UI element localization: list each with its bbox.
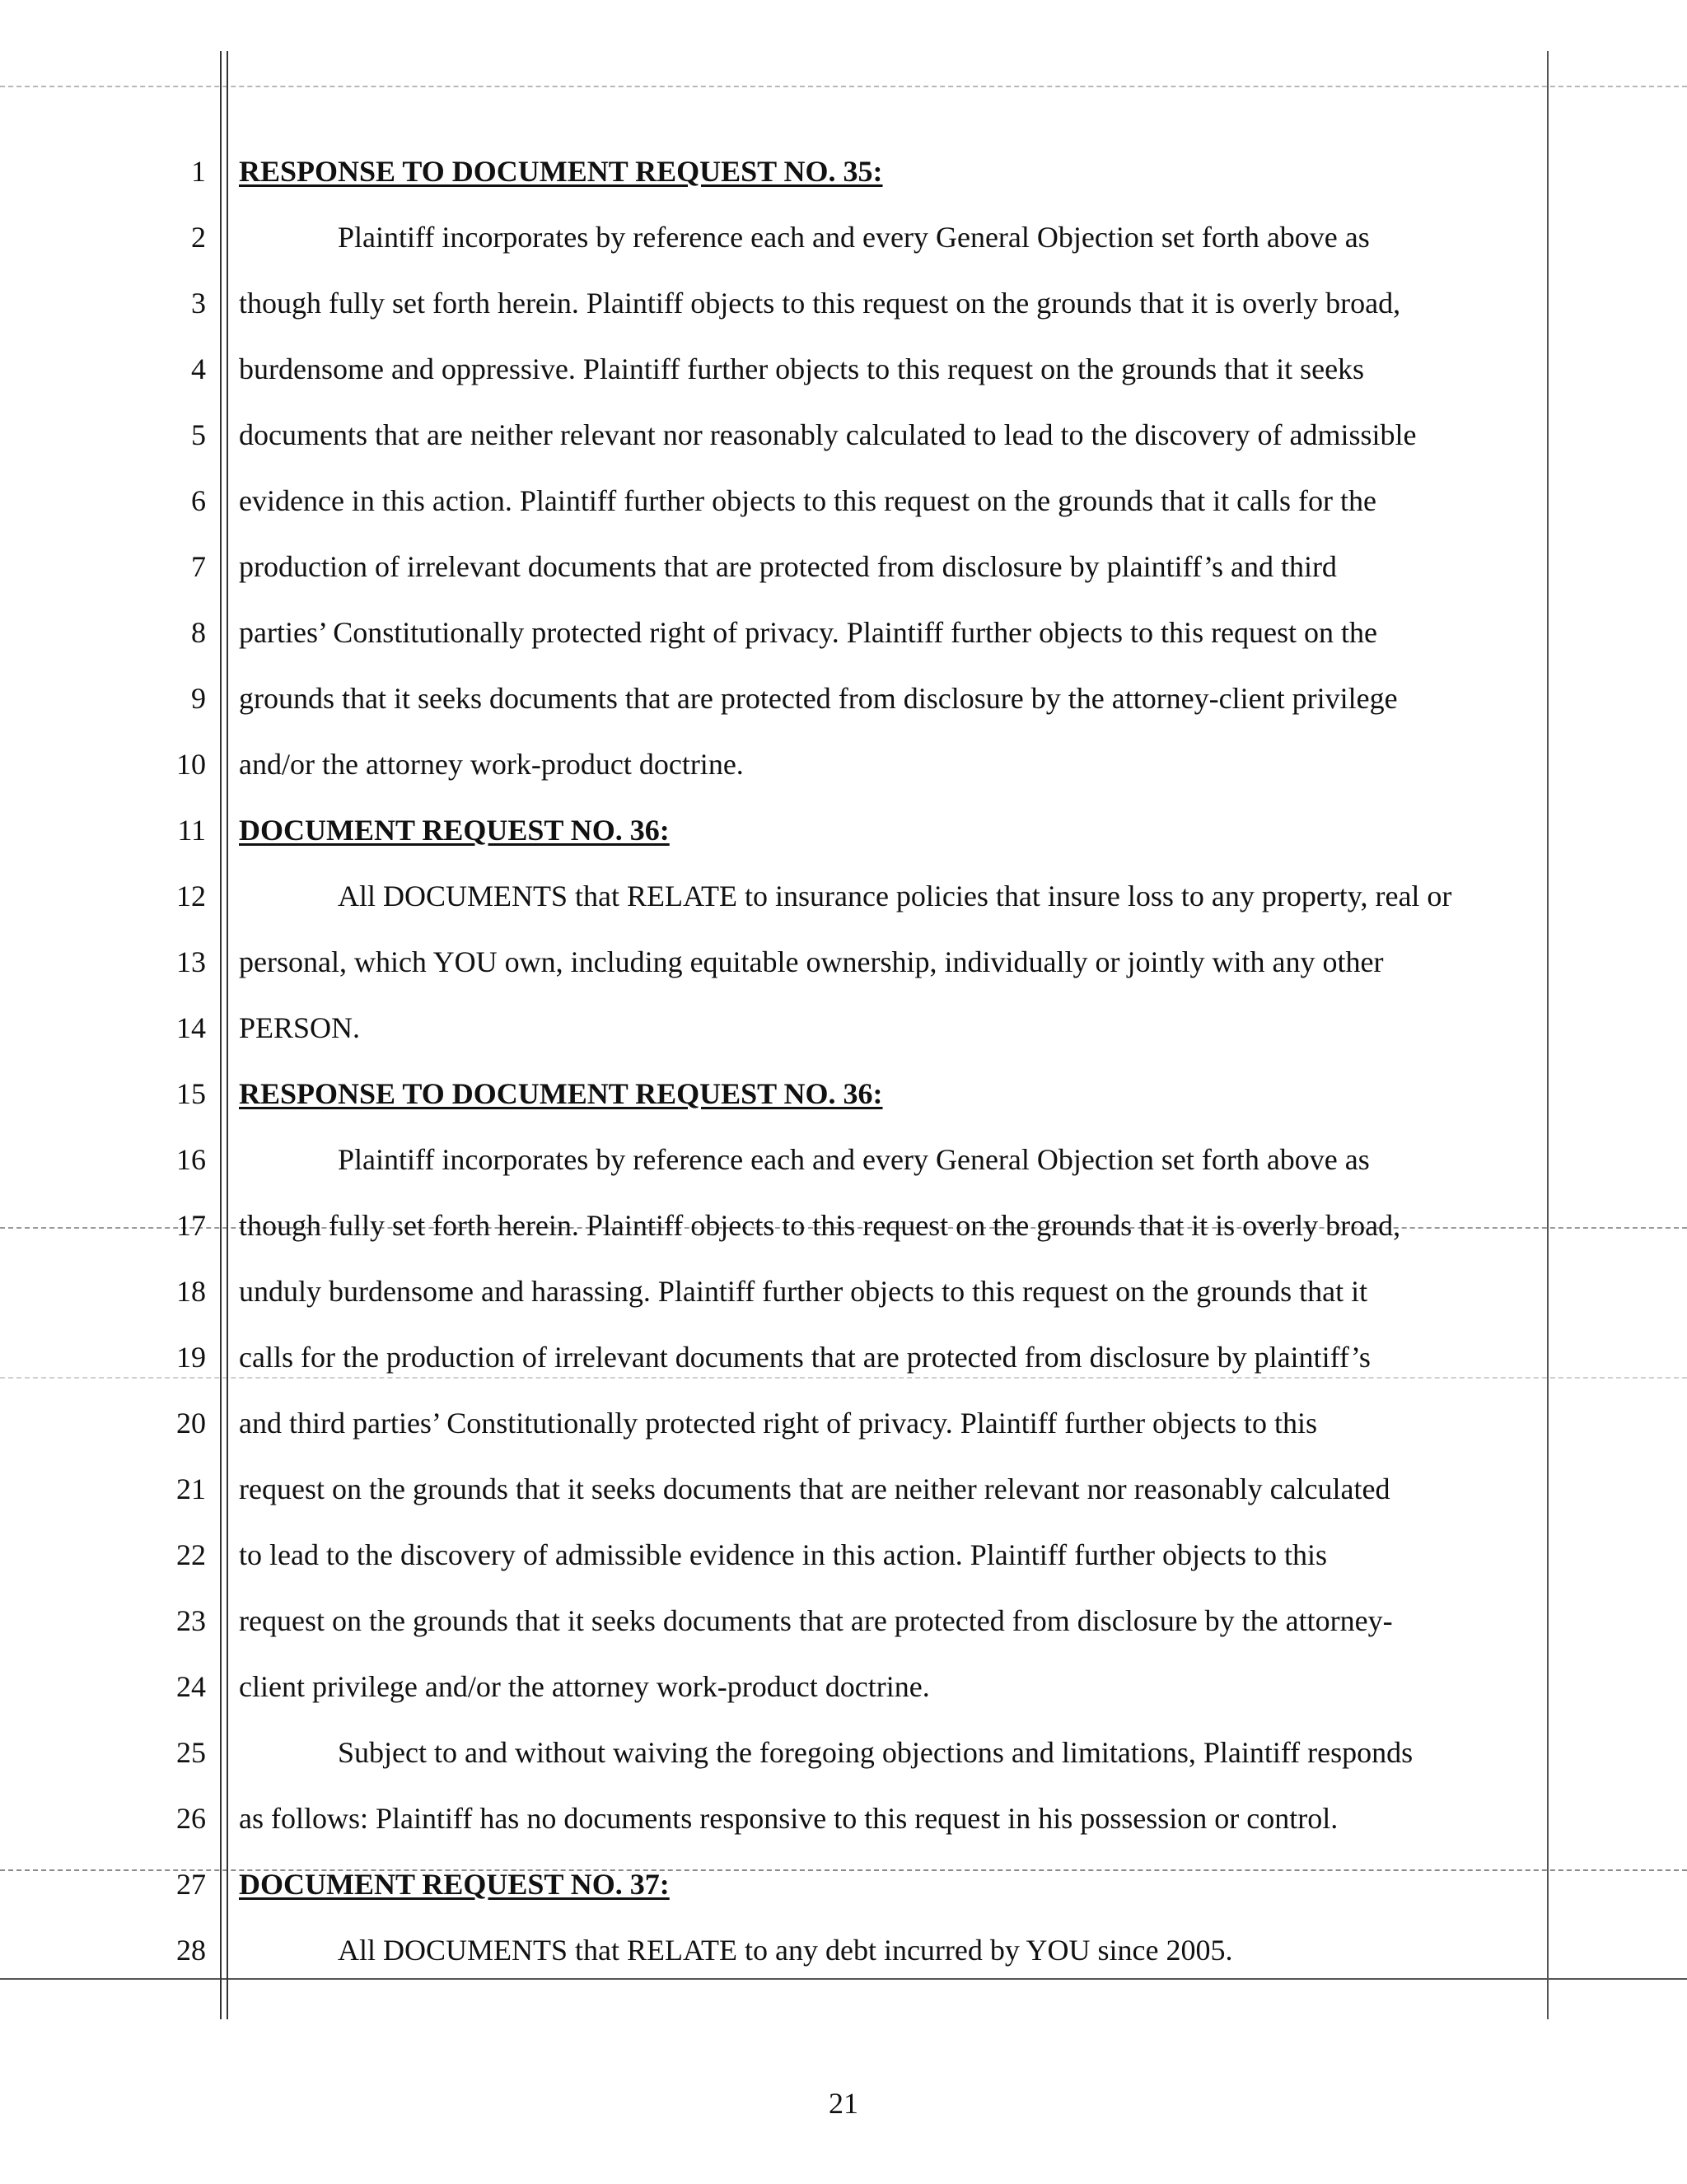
body-line: calls for the production of irrelevant documents that are protected from disclosure by plaintiff’s xyxy=(239,1341,1371,1374)
left-margin-rule xyxy=(220,51,222,2019)
line-number: 1 xyxy=(191,155,206,188)
line-number: 16 xyxy=(176,1143,206,1176)
body-line: Plaintiff incorporates by reference each and every General Objection set forth above as xyxy=(338,221,1370,254)
body-line: to lead to the discovery of admissible evidence in this action. Plaintiff further objects to this xyxy=(239,1538,1328,1571)
body-line: request on the grounds that it seeks documents that are neither relevant nor reasonably calculated xyxy=(239,1472,1390,1505)
section-heading: RESPONSE TO DOCUMENT REQUEST NO. 36: xyxy=(239,1077,883,1110)
line-number: 7 xyxy=(191,550,206,583)
body-line: unduly burdensome and harassing. Plaintiff further objects to this request on the grounds that it xyxy=(239,1275,1368,1308)
line-number: 12 xyxy=(176,880,206,912)
line-number: 22 xyxy=(176,1538,206,1571)
right-margin-rule xyxy=(1547,51,1549,2019)
line-number: 27 xyxy=(176,1868,206,1901)
line-number: 5 xyxy=(191,418,206,451)
body-line: and third parties’ Constitutionally protected right of privacy. Plaintiff further objects to this xyxy=(239,1407,1318,1440)
line-number: 20 xyxy=(176,1407,206,1440)
body-line: PERSON. xyxy=(239,1011,361,1044)
body-line: though fully set forth herein. Plaintiff objects to this request on the grounds that it is overly broad, xyxy=(239,287,1401,320)
line-number: 14 xyxy=(176,1011,206,1044)
line-number: 2 xyxy=(191,221,206,254)
line-number: 3 xyxy=(191,287,206,320)
page-number: 21 xyxy=(829,2087,858,2120)
body-line: All DOCUMENTS that RELATE to insurance policies that insure loss to any property, real or xyxy=(338,880,1452,912)
body-line: request on the grounds that it seeks documents that are protected from disclosure by the attorney- xyxy=(239,1604,1393,1637)
body-line: though fully set forth herein. Plaintiff objects to this request on the grounds that it is overly broad, xyxy=(239,1209,1401,1242)
scan-artifact-line xyxy=(0,1377,1687,1379)
line-number: 15 xyxy=(176,1077,206,1110)
body-line: documents that are neither relevant nor reasonably calculated to lead to the discovery of admissible xyxy=(239,418,1417,451)
line-number: 24 xyxy=(176,1670,206,1703)
left-margin-rule xyxy=(227,51,228,2019)
line-number: 21 xyxy=(176,1472,206,1505)
line-number: 17 xyxy=(176,1209,206,1242)
line-number: 4 xyxy=(191,352,206,385)
line-number: 26 xyxy=(176,1802,206,1835)
line-number: 19 xyxy=(176,1341,206,1374)
body-line: production of irrelevant documents that are protected from disclosure by plaintiff’s and third xyxy=(239,550,1337,583)
footer-rule xyxy=(0,1978,1687,1980)
body-line: client privilege and/or the attorney work-product doctrine. xyxy=(239,1670,930,1703)
body-line: personal, which YOU own, including equitable ownership, individually or jointly with any other xyxy=(239,945,1384,978)
line-number: 6 xyxy=(191,484,206,517)
body-line: burdensome and oppressive. Plaintiff further objects to this request on the grounds that it seeks xyxy=(239,352,1365,385)
line-number: 23 xyxy=(176,1604,206,1637)
body-line: and/or the attorney work-product doctrine. xyxy=(239,748,744,781)
body-line: parties’ Constitutionally protected right of privacy. Plaintiff further objects to this request on the xyxy=(239,616,1378,649)
section-heading: DOCUMENT REQUEST NO. 37: xyxy=(239,1868,670,1901)
body-line: Subject to and without waiving the foregoing objections and limitations, Plaintiff responds xyxy=(338,1736,1414,1769)
section-heading: DOCUMENT REQUEST NO. 36: xyxy=(239,814,670,847)
body-line: Plaintiff incorporates by reference each and every General Objection set forth above as xyxy=(338,1143,1370,1176)
scan-artifact-line xyxy=(0,86,1687,87)
line-number: 10 xyxy=(176,748,206,781)
body-line: evidence in this action. Plaintiff further objects to this request on the grounds that it calls for the xyxy=(239,484,1377,517)
body-line: All DOCUMENTS that RELATE to any debt incurred by YOU since 2005. xyxy=(338,1934,1233,1967)
body-line: grounds that it seeks documents that are protected from disclosure by the attorney-client privilege xyxy=(239,682,1398,715)
line-number: 28 xyxy=(176,1934,206,1967)
line-number: 18 xyxy=(176,1275,206,1308)
line-number: 11 xyxy=(177,814,206,847)
section-heading: RESPONSE TO DOCUMENT REQUEST NO. 35: xyxy=(239,155,883,188)
line-number: 13 xyxy=(176,945,206,978)
line-number: 25 xyxy=(176,1736,206,1769)
body-line: as follows: Plaintiff has no documents responsive to this request in his possession or control. xyxy=(239,1802,1339,1835)
line-number: 8 xyxy=(191,616,206,649)
line-number: 9 xyxy=(191,682,206,715)
